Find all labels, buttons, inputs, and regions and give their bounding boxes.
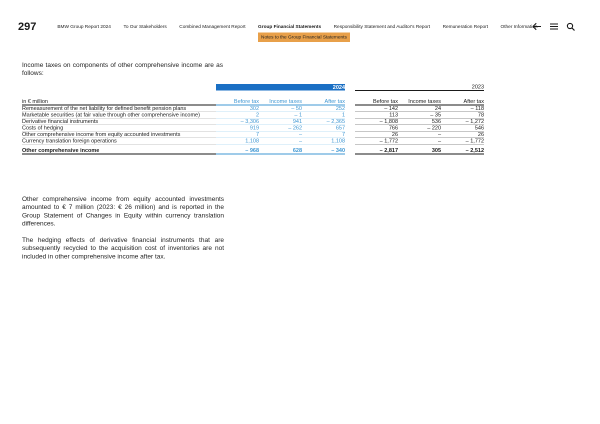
nav-bar [57, 23, 538, 40]
cell-2023-income-taxes: – 220 [398, 125, 441, 132]
cell-2024-income-taxes: – [259, 131, 302, 138]
nav-item-bmw-group-report[interactable]: BMW Group Report 2024 [57, 23, 111, 30]
col-header-2024-after-tax: After tax [302, 99, 345, 106]
cell-2023-before-tax: – 142 [355, 105, 398, 112]
cell-2023-income-taxes: 24 [398, 105, 441, 112]
col-header-2023-before-tax: Before tax [355, 99, 398, 106]
col-header-2023-income-taxes: Income taxes [398, 99, 441, 106]
row-label: Other comprehensive income from equity accounted investments [22, 131, 216, 138]
cell-2024-before-tax: – 3,306 [216, 118, 259, 125]
cell-2024-before-tax: 302 [216, 105, 259, 112]
cell-2024-income-taxes: – 50 [259, 105, 302, 112]
row-label: Derivative financial instruments [22, 118, 216, 125]
cell-2023-income-taxes: – [398, 138, 441, 145]
cell-2024-income-taxes: – 262 [259, 125, 302, 132]
cell-2023-before-tax: – 1,808 [355, 118, 398, 125]
cell-2023-after-tax: – 1,772 [441, 138, 484, 145]
paragraph-hedging-effects: The hedging effects of derivative financial instruments that are subsequently recycled to the acquisition cost of inventories are not included in other comprehensive income after tax. [22, 236, 224, 260]
cell-2023-after-tax: – 1,272 [441, 118, 484, 125]
year-2024-bar: 2024 [216, 84, 345, 91]
cell-2023-before-tax: 766 [355, 125, 398, 132]
cell-2024-after-tax: 7 [302, 131, 345, 138]
paragraph-equity-accounted: Other comprehensive income from equity accounted investments amounted to € 7 million (2023: € 26 million) and is reported in the Group Statement of Changes in Equity within currency translation differences. [22, 195, 224, 227]
cell-2024-before-tax: 919 [216, 125, 259, 132]
year-2023-label: 2023 [355, 84, 484, 91]
table-row-total-oci [22, 144, 484, 154]
cell-2024-income-taxes: – [259, 138, 302, 145]
intro-text: Income taxes on components of other comprehensive income are as follows: [22, 61, 223, 77]
nav-item-combined-management-report[interactable]: Combined Management Report [179, 23, 246, 30]
cell-2024-income-taxes: 941 [259, 118, 302, 125]
subnav-notes-chip[interactable]: Notes to the Group Financial Statements [258, 32, 350, 42]
total-2024-before-tax: – 968 [216, 144, 259, 154]
menu-icon[interactable] [550, 23, 558, 30]
nav-item-label: Group Financial Statements [258, 23, 322, 30]
nav-item-remuneration-report[interactable]: Remuneration Report [442, 23, 489, 30]
cell-2024-after-tax: 1,108 [302, 138, 345, 145]
cell-2024-income-taxes: – 1 [259, 112, 302, 119]
row-label: Remeasurement of the net liability for defined benefit pension plans [22, 105, 216, 112]
total-2023-income-taxes: 305 [398, 144, 441, 154]
cell-2024-after-tax: 657 [302, 125, 345, 132]
cell-2023-after-tax: 546 [441, 125, 484, 132]
search-icon[interactable] [567, 22, 576, 31]
cell-2023-before-tax: 26 [355, 131, 398, 138]
unit-label: in € million [22, 99, 216, 106]
cell-2023-after-tax: – 118 [441, 105, 484, 112]
cell-2024-after-tax: – 2,365 [302, 118, 345, 125]
cell-2024-after-tax: 1 [302, 112, 345, 119]
header-icons [532, 22, 575, 31]
nav-item-group-financial-statements[interactable] [258, 23, 347, 40]
cell-2023-income-taxes: – 35 [398, 112, 441, 119]
cell-2024-before-tax: 2 [216, 112, 259, 119]
col-header-2023-after-tax: After tax [441, 99, 484, 106]
cell-2023-before-tax: 113 [355, 112, 398, 119]
total-2023-before-tax: – 2,817 [355, 144, 398, 154]
nav-item-other-information[interactable]: Other Information [500, 23, 538, 30]
total-2024-after-tax: – 340 [302, 144, 345, 154]
body-text [22, 195, 224, 269]
cell-2024-before-tax: 1,108 [216, 138, 259, 145]
cell-2023-income-taxes: – [398, 131, 441, 138]
total-2024-income-taxes: 628 [259, 144, 302, 154]
cell-2023-after-tax: 26 [441, 131, 484, 138]
page-number: 297 [18, 20, 37, 33]
row-label: Marketable securities (at fair value through other comprehensive income) [22, 112, 216, 119]
top-navigation [18, 20, 575, 40]
cell-2023-income-taxes: 536 [398, 118, 441, 125]
cell-2023-before-tax: – 1,772 [355, 138, 398, 145]
cell-2024-after-tax: 252 [302, 105, 345, 112]
row-label: Costs of hedging [22, 125, 216, 132]
total-2023-after-tax: – 2,512 [441, 144, 484, 154]
nav-item-to-our-stakeholders[interactable]: To Our Stakeholders [123, 23, 167, 30]
cell-2024-before-tax: 7 [216, 131, 259, 138]
nav-item-responsibility-statement[interactable]: Responsibility Statement and Auditor's Report [333, 23, 431, 30]
col-header-2024-before-tax: Before tax [216, 99, 259, 106]
row-label: Currency translation foreign operations [22, 138, 216, 145]
col-header-2024-income-taxes: Income taxes [259, 99, 302, 106]
table-row-remeasurement-pension-plans [22, 105, 484, 112]
income-taxes-oci-table [22, 84, 484, 155]
total-row-label: Other comprehensive income [22, 144, 216, 154]
cell-2023-after-tax: 78 [441, 112, 484, 119]
